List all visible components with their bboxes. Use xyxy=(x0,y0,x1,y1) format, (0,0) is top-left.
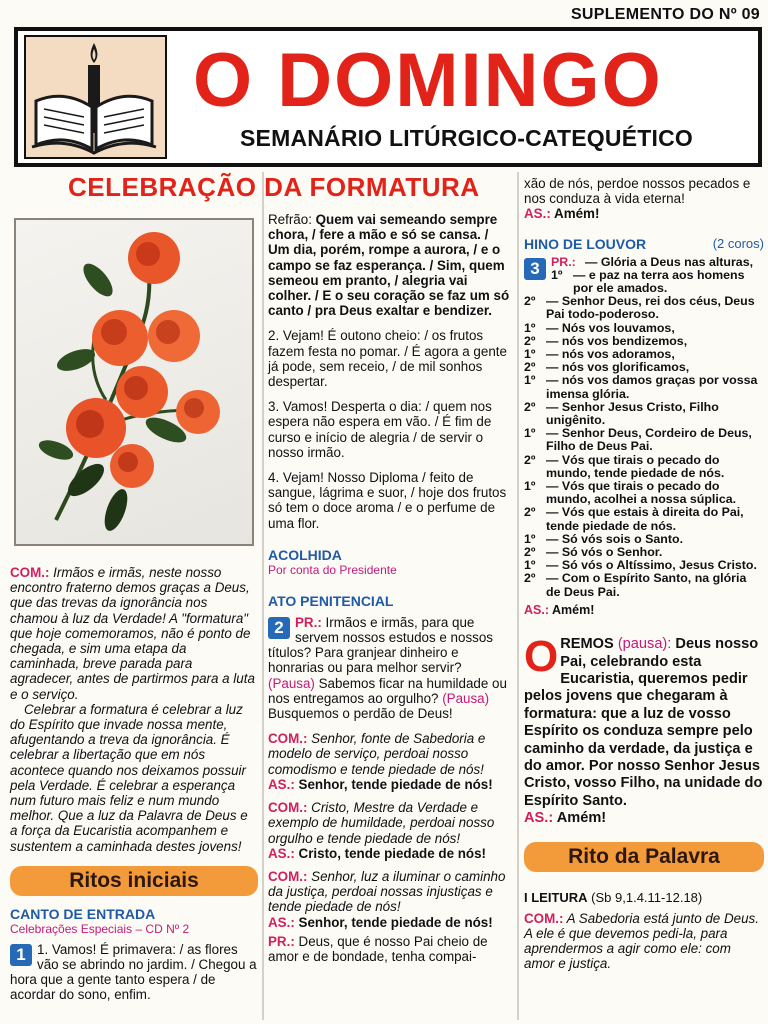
hymn-choir-number: 2º xyxy=(524,452,536,467)
hymn-text: — Só vós o Senhor. xyxy=(546,545,663,560)
hymn-text: — Senhor Deus, Cordeiro de Deus, Filho de Deus Pai. xyxy=(546,426,752,454)
bible-candle-logo xyxy=(24,35,167,159)
refrain: Refrão: Quem vai semeando sempre chora, / fere a mão e só se cansa. / Um dia, porém, rompe a aurora, / e o campo se faz esperança. / Sim, quem semeou em pranto, / alegria vai colher. / E o seu coração se faz um só canto / pra Deus exaltar e bendizer. xyxy=(268,212,510,319)
hymn-text: — nós vos damos graças por vossa imensa glória. xyxy=(546,373,758,401)
intro-commentary: COM.: Irmãos e irmãs, neste nosso encontro fraterno demos graças a Deus, que das trevas da ignorância nos chamou à luz da Verdade! A "formatura" que hoje comemoramos, não é ponto de chegada, e sim uma etapa da caminhada, breve parada para agradecer, antes de partirmos para a luta e o serviço. xyxy=(10,565,255,702)
hymn-text: — nós vos glorificamos, xyxy=(546,360,690,375)
hymn-choir-number: 1º xyxy=(524,320,536,335)
penitential-com-3: COM.: Senhor, luz a iluminar o caminho da justiça, perdoai nossas injustiças e tende piedade de nós! xyxy=(268,868,506,915)
hymn-choir-number: 2º xyxy=(524,294,536,309)
newspaper-title: O DOMINGO xyxy=(193,38,663,123)
hymn-choir-number: 1º xyxy=(524,531,536,546)
hymn-text: — Com o Espírito Santo, na glória de Deus Pai. xyxy=(546,571,747,599)
column-1 xyxy=(10,565,258,1003)
hymn-choir-number: 1º xyxy=(524,558,536,573)
penitential-as-2: AS.: Cristo, tende piedade de nós! xyxy=(268,845,487,861)
verse-2: 2. Vejam! É outono cheio: / os frutos fazem festa no pomar. / É agora a gente já pode, sem receio, / de mil sonhos despertar. xyxy=(268,328,507,390)
penitential-com-1: COM.: Senhor, fonte de Sabedoria e modelo de serviço, perdoai nosso comodismo e tende piedade de nós! xyxy=(268,731,486,777)
section-badge-3: 3 xyxy=(524,258,546,280)
hymn-pr-label: PR.: xyxy=(551,254,576,269)
hymn-line xyxy=(524,295,764,321)
hymn-choir-number: 2º xyxy=(524,505,536,520)
hymn-text: — Senhor Deus, rei dos céus, Deus Pai todo-poderoso. xyxy=(546,294,755,322)
amem-response-3: AS.: Amém! xyxy=(524,810,607,827)
leitura-heading: I LEITURA (Sb 9,1.4.11-12.18) xyxy=(524,889,703,905)
hymn-choir-number: 2º xyxy=(524,571,536,586)
hymn-line xyxy=(551,269,764,295)
oremos-prayer: OREMOS (pausa): Deus nosso Pai, celebrando esta Eucaristia, queremos pedir pelos jovens que chegaram à formatura: que a luz de vosso Espírito os conduza sempre pelo caminho da verdade, da justiça e do amor. Por nosso Senhor Jesus Cristo, vosso Filho, na unidade do Espírito Santo. xyxy=(524,632,763,809)
roses-photo xyxy=(14,218,254,546)
hino-heading-row xyxy=(524,236,764,252)
canto-entrada-source: Celebrações Especiais – CD Nº 2 xyxy=(10,921,190,936)
acolhida-note: Por conta do Presidente xyxy=(268,562,397,577)
hymn-choir-number: 1º xyxy=(524,479,536,494)
leitura-commentary: COM.: A Sabedoria está junto de Deus. A ele é que devemos pedi-la, para aprendermos a agir como ele: com amor e justiça. xyxy=(524,910,759,972)
verse-1: 1. Vamos! É primavera: / as flores vão se abrindo no jardim. / Chegou a hora que a gente tanto espera / de acordar do sono, enfim. xyxy=(10,941,257,1003)
column-2 xyxy=(268,212,512,964)
hymn-line xyxy=(524,322,764,335)
hymn-choir-number: 1º xyxy=(524,373,536,388)
absolution: PR.: Deus, que é nosso Pai cheio de amor e de bondade, tenha compai- xyxy=(268,933,488,964)
hymn-text: — e paz na terra aos homens por ele amados. xyxy=(573,267,745,296)
hymn-text: — Vós que estais à direita do Pai, tende piedade de nós. xyxy=(546,505,744,533)
rito-palavra-banner: Rito da Palavra xyxy=(524,842,764,872)
penitential-com-2: COM.: Cristo, Mestre da Verdade e exemplo de humildade, perdoai nosso orgulho e tende piedade de nós! xyxy=(268,800,495,846)
verse-1-block xyxy=(10,942,258,1003)
column-divider xyxy=(517,172,519,1020)
hymn-line xyxy=(524,374,764,400)
hymn-line xyxy=(524,401,764,427)
hymn-text: — Senhor Jesus Cristo, Filho unigênito. xyxy=(546,399,719,428)
supplement-label: SUPLEMENTO DO Nº 09 xyxy=(570,6,760,23)
acolhida-heading: ACOLHIDA xyxy=(268,546,342,563)
section-badge-2: 2 xyxy=(268,617,290,639)
hymn-choir-number: 2º xyxy=(524,399,536,414)
verse-3: 3. Vamos! Desperta o dia: / quem nos espera não espera em vão. / É fim de curso e início de alegria / de servir o nosso irmão. xyxy=(268,399,492,460)
penitential-intro: 2 PR.: Irmãos e irmãs, para que servem nossos estudos e nossos títulos? Para granjear dinheiro e honrarias ou para melhor servir? (Pausa) Sabemos ficar na humildade ou nos entregamos ao orgulho? (Pausa) Busquemos o perdão de Deus! xyxy=(268,614,507,722)
hymn-line xyxy=(524,427,764,453)
intro-paragraph-2: Celebrar a formatura é celebrar a luz do Espírito que invade nossa mente, afugentando a treva da ignorância. É celebrar a libertação que em nós acontece quando nos deixamos possuir pela Verdade. É celebrar a esperança num futuro mais feliz e num mundo melhor. Que a luz da Palavra de Deus e a força da Eucaristia acompanhem e sustentem a caminhada destes jovens! xyxy=(10,701,248,854)
hymn-text: — Glória a Deus nas alturas, xyxy=(585,254,754,269)
hymn-text: — Só vós sois o Santo. xyxy=(546,531,684,546)
hymn-text: — Vós que tirais o pecado do mundo, tende piedade de nós. xyxy=(546,452,725,480)
section-badge-1: 1 xyxy=(10,944,32,966)
hymn-line xyxy=(524,572,764,598)
column-3 xyxy=(524,176,764,972)
hino-coros: (2 coros) xyxy=(712,235,764,251)
hymn-line xyxy=(551,256,764,269)
penitential-as-1: AS.: Senhor, tende piedade de nós! xyxy=(268,776,493,792)
hymn-line xyxy=(524,480,764,506)
hymn-choir-number: 2º xyxy=(524,360,536,375)
hymn-choir-number: 2º xyxy=(524,545,536,560)
hymn-choir-number: 1º xyxy=(524,347,536,362)
hymn-line xyxy=(524,454,764,480)
amem-response-1: AS.: Amém! xyxy=(524,206,600,222)
hymn-text: — Vós que tirais o pecado do mundo, acolhei a nossa súplica. xyxy=(546,479,737,507)
roses-illustration xyxy=(16,220,252,544)
hino-heading: HINO DE LOUVOR xyxy=(524,235,647,252)
ato-penitencial-heading: ATO PENITENCIAL xyxy=(268,592,394,609)
hymn-text: — nós vos bendizemos, xyxy=(546,333,688,348)
verse-4: 4. Vejam! Nosso Diploma / feito de sangue, lágrima e suor, / hoje dos frutos só tem o doce aroma / e o perfume de uma flor. xyxy=(268,470,507,531)
hymn-choir-number: 1º xyxy=(551,267,563,282)
ritos-iniciais-banner: Ritos iniciais xyxy=(10,866,258,896)
hymn-text: — Só vós o Altíssimo, Jesus Cristo. xyxy=(546,558,757,573)
masthead xyxy=(14,27,762,167)
hymn-block xyxy=(524,256,764,599)
canto-entrada-heading: CANTO DE ENTRADA xyxy=(10,905,156,922)
hymn-lines xyxy=(524,256,764,599)
column-divider xyxy=(262,172,264,1020)
amem-response-2: AS.: Amém! xyxy=(524,602,595,617)
newspaper-subtitle: SEMANÁRIO LITÚRGICO-CATEQUÉTICO xyxy=(240,125,693,151)
hymn-text: — Nós vos louvamos, xyxy=(546,320,675,335)
hymn-text: — nós vos adoramos, xyxy=(546,347,675,362)
hymn-choir-number: 2º xyxy=(524,333,536,348)
article-title: CELEBRAÇÃO DA FORMATURA xyxy=(68,172,480,202)
hymn-choir-number: 1º xyxy=(524,426,536,441)
penitential-as-3: AS.: Senhor, tende piedade de nós! xyxy=(268,914,493,930)
hymn-choir-number xyxy=(551,256,585,269)
absolution-continued: xão de nós, perdoe nossos pecados e nos conduza à vida eterna! xyxy=(524,176,751,207)
hymn-line xyxy=(524,506,764,532)
bible-candle-icon xyxy=(26,37,165,157)
